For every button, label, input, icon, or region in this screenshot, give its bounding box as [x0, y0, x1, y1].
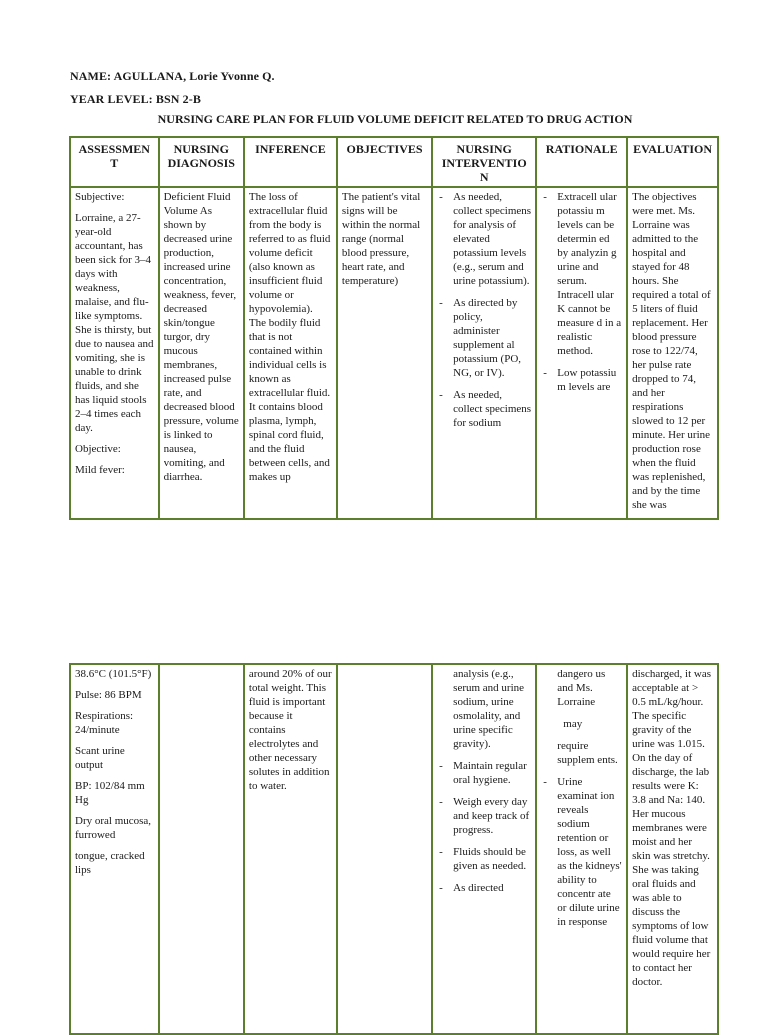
table-header-row [70, 137, 718, 187]
column-header-nursing-diagnosis: NURSING DIAGNOSIS [159, 137, 244, 187]
assessment-blood-pressure: BP: 102/84 mm Hg [75, 780, 145, 806]
objectives-text: The patient's vital signs will be within the normal range (normal blood pressure, heart rate, and temperature) [341, 191, 421, 287]
column-header-nursing-intervention: NURSING INTERVENTIO N [432, 137, 536, 187]
list-item: - Weigh every day and keep track of progress. [437, 795, 531, 837]
rationale-list [541, 775, 622, 929]
rationale-continued-text: dangero us and Ms. Lorraine [557, 668, 606, 708]
evaluation-text: discharged, it was acceptable at > 0.5 mL/kg/hour. The specific gravity of the urine was 1.015. On the day of discharge, the lab results were K: 3.8 and Na: 140. Her mucous membranes were moist and her skin was stretchy. She was taking oral fluids and was able to discuss the symptoms of low fluid volume that would require her to contact her doctor. [632, 668, 712, 988]
objectives-cell [337, 187, 432, 519]
assessment-oral-mucosa: Dry oral mucosa, furrowed [75, 815, 152, 841]
assessment-urine-output: Scant urine output [75, 745, 125, 771]
inference-text: The loss of extracellular fluid from the body is referred to as fluid volume deficit (also known as insufficient fluid volume or hypovolemia). The bodily fluid that is not contained within individual cells is known as extracellular fluid. It contains blood plasma, lymph, spinal cord fluid, and the fluid between cells, and makes up [248, 191, 331, 483]
care-plan-table-page-2 [69, 663, 719, 1035]
assessment-cell [70, 187, 159, 519]
year-level: YEAR LEVEL: BSN 2-B [70, 92, 201, 106]
rationale-cell [536, 664, 627, 1034]
table-row [70, 664, 718, 1034]
rationale-continued-text-2: may [563, 718, 583, 730]
inference-cell [244, 664, 337, 1034]
column-header-inference: INFERENCE [244, 137, 337, 187]
list-item: - Low potassiu m levels are [541, 366, 622, 394]
list-item: - Fluids should be given as needed. [437, 845, 531, 873]
list-item: - As needed, collect specimens for analysis of elevated potassium levels (e.g., serum and urine potassium). [437, 190, 531, 288]
assessment-tongue-lips: tongue, cracked lips [75, 850, 145, 876]
list-item: - Maintain regular oral hygiene. [437, 759, 531, 787]
assessment-cell [70, 664, 159, 1034]
table-row [70, 187, 718, 519]
column-header-evaluation: EVALUATION [627, 137, 718, 187]
rationale-list [541, 190, 622, 394]
care-plan-table-page-1 [69, 136, 719, 520]
interventions-cell [432, 187, 536, 519]
assessment-subjective-text: Lorraine, a 27-year-old accountant, has been sick for 3–4 days with weakness, malaise, and flu-like symptoms. She is thirsty, but due to nausea and vomiting, she is unable to drink fluids, and she has liquid stools 2–4 times each day. [75, 212, 154, 434]
student-name: NAME: AGULLANA, Lorie Yvonne Q. [70, 69, 275, 83]
interventions-cell [432, 664, 536, 1034]
diagnosis-text: Deficient Fluid Volume As shown by decreased urine production, increased urine concentration, weakness, fever, decreased skin/tongue turgor, dry mucous membranes, increased pulse rate, and decreased blood pressure, volume is linked to nausea, vomiting, and diarrhea. [163, 191, 239, 483]
column-header-rationale: RATIONALE [536, 137, 627, 187]
assessment-objective-label: Objective: [75, 443, 121, 455]
list-item: - As directed by policy, administer supplement al potassium (PO, NG, or IV). [437, 296, 531, 380]
rationale-continued-text-3: require supplem ents. [557, 740, 618, 766]
column-header-objectives: OBJECTIVES [337, 137, 432, 187]
list-item: - Extracell ular potassiu m levels can be determin ed by analyzin g urine and serum. Intracell ular K cannot be measure d in a realistic method. [541, 190, 622, 358]
inference-text: around 20% of our total weight. This fluid is important because it contains electrolytes and other necessary solutes in addition to water. [248, 668, 332, 792]
interventions-list [437, 759, 531, 895]
care-plan-title: NURSING CARE PLAN FOR FLUID VOLUME DEFICIT RELATED TO DRUG ACTION [157, 112, 633, 126]
diagnosis-cell [159, 664, 244, 1034]
assessment-respirations: Respirations: 24/minute [75, 710, 134, 736]
evaluation-cell [627, 664, 718, 1034]
interventions-list [437, 190, 531, 430]
diagnosis-cell [159, 187, 244, 519]
evaluation-text: The objectives were met. Ms. Lorraine was admitted to the hospital and stayed for 48 hours. She required a total of 5 liters of fluid replacement. Her blood pressure rose to 122/74, her pulse rate dropped to 74, and her respirations slowed to 12 per minute. Her urine production rose when the fluid was replenished, and by the time she was [632, 191, 711, 511]
assessment-subjective-label: Subjective: [75, 191, 125, 203]
list-item: - As directed [437, 881, 531, 895]
assessment-objective-text: Mild fever: [75, 464, 125, 476]
assessment-temperature: 38.6°C (101.5°F) [75, 668, 152, 680]
intervention-continued-text: analysis (e.g., serum and urine sodium, urine osmolality, and urine specific gravity). [453, 668, 525, 750]
objectives-cell [337, 664, 432, 1034]
column-header-assessment: ASSESSMEN T [70, 137, 159, 187]
list-item: - Urine examinat ion reveals sodium retention or loss, as well as the kidneys' ability to concentr ate or dilute urine in response [541, 775, 622, 929]
list-item: - As needed, collect specimens for sodium [437, 388, 531, 430]
assessment-pulse: Pulse: 86 BPM [75, 689, 142, 701]
evaluation-cell [627, 187, 718, 519]
rationale-cell [536, 187, 627, 519]
inference-cell [244, 187, 337, 519]
